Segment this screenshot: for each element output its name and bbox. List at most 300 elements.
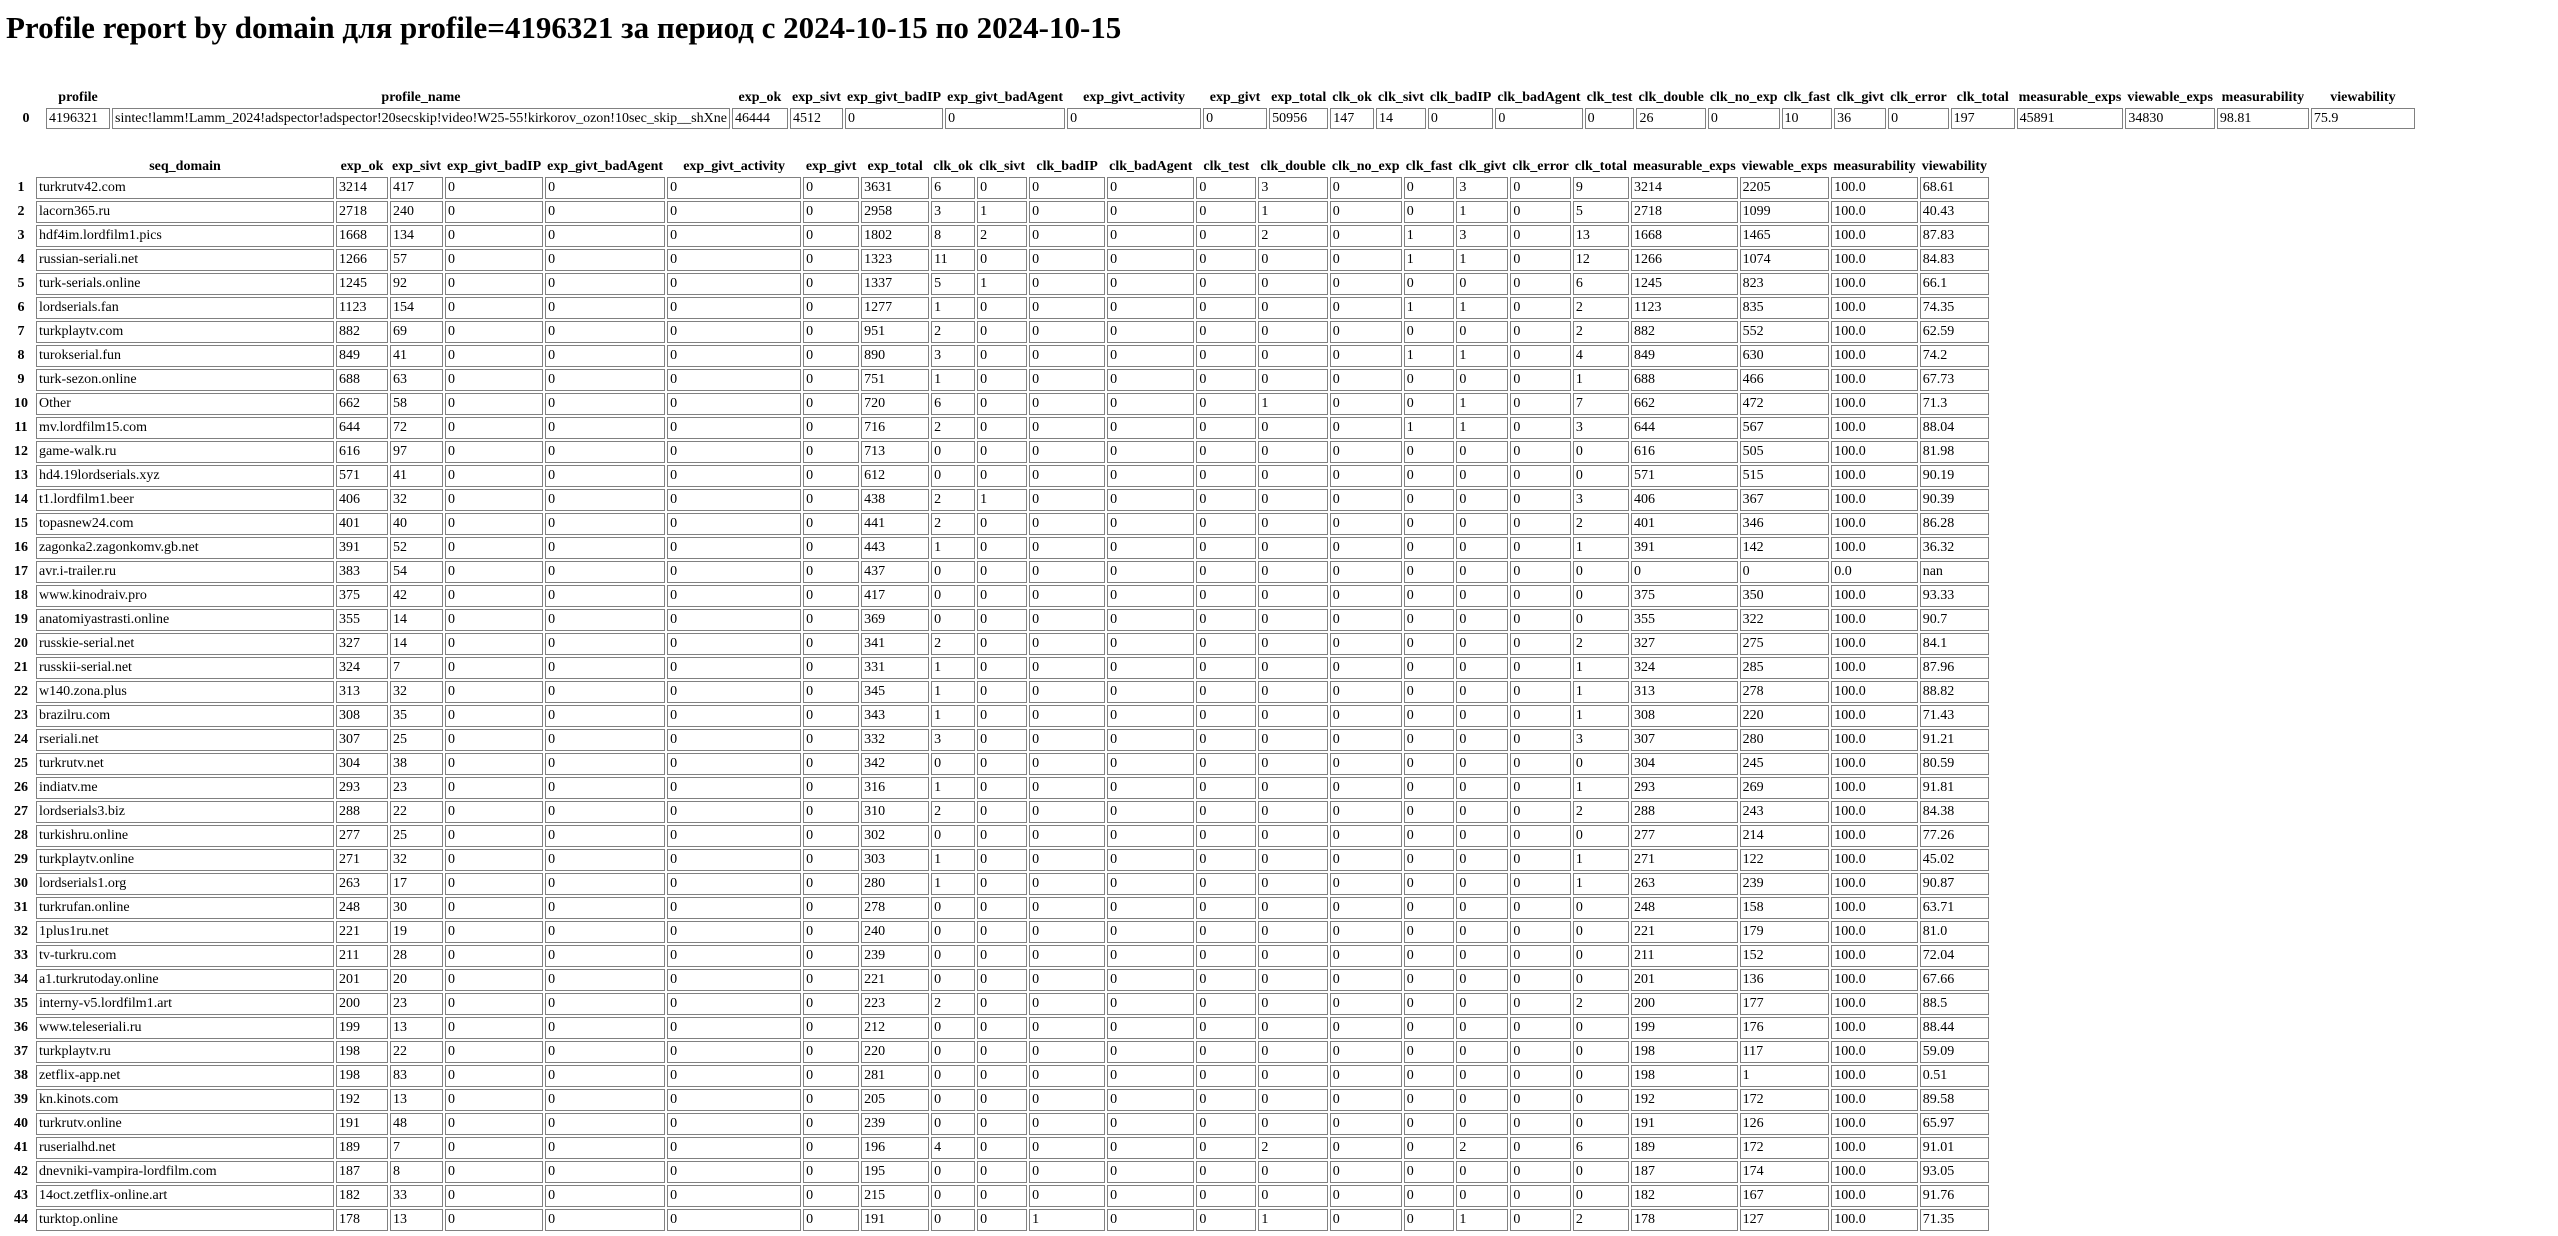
cell-clk-total: 5 [1573,201,1629,223]
cell-clk-test: 0 [1196,201,1256,223]
cell-clk-badip: 0 [1029,657,1105,679]
cell-seq-domain: anatomiyastrasti.online [36,609,334,631]
cell-clk-givt: 0 [1456,897,1508,919]
cell-clk-error: 0 [1510,1065,1571,1087]
cell-clk-ok: 3 [931,201,975,223]
cell-clk-badip: 0 [1029,1089,1105,1111]
cell-exp-sivt: 19 [390,921,443,943]
row-index: 14 [14,492,28,507]
cell-seq-domain: lordserials1.org [36,873,334,895]
cell-clk-badagent: 0 [1107,897,1194,919]
profile-index-header [8,90,44,106]
cell-viewability: 74.35 [1920,297,1989,319]
row-index: 36 [14,1020,28,1035]
cell-exp-givt-activity: 0 [667,1065,801,1087]
cell-exp-total: 280 [861,873,929,895]
cell-clk-ok: 2 [931,489,975,511]
cell-clk-error: 0 [1510,705,1571,727]
cell-viewability: 75.9 [2311,108,2415,129]
cell-exp-givt-badip: 0 [445,801,543,823]
cell-measurable-exps: 1123 [1631,297,1738,319]
cell-measurable-exps: 1266 [1631,249,1738,271]
cell-clk-error: 0 [1510,465,1571,487]
cell-clk-test: 0 [1196,1113,1256,1135]
cell-seq-domain: turk-serials.online [36,273,334,295]
cell-clk-fast: 0 [1404,1185,1455,1207]
profile-header-viewable-exps: viewable_exps [2127,90,2213,105]
cell-clk-givt: 3 [1456,225,1508,247]
cell-measurability: 100.0 [1831,1209,1917,1231]
cell-clk-ok: 1 [931,873,975,895]
cell-clk-test: 0 [1196,1137,1256,1159]
cell-clk-fast: 1 [1404,297,1455,319]
cell-measurable-exps: 313 [1631,681,1738,703]
cell-exp-givt: 0 [803,609,859,631]
cell-measurable-exps: 187 [1631,1161,1738,1183]
cell-clk-givt: 1 [1456,201,1508,223]
cell-clk-badagent: 0 [1107,249,1194,271]
cell-measurability: 100.0 [1831,441,1917,463]
cell-clk-total: 2 [1573,801,1629,823]
cell-clk-sivt: 0 [977,441,1027,463]
cell-viewable-exps: 350 [1740,585,1830,607]
cell-clk-fast: 0 [1404,489,1455,511]
cell-exp-givt-badip: 0 [445,969,543,991]
cell-measurable-exps: 401 [1631,513,1738,535]
cell-clk-error: 0 [1510,1113,1571,1135]
cell-exp-ok: 355 [336,609,388,631]
cell-exp-ok: 327 [336,633,388,655]
cell-clk-badip: 0 [1029,297,1105,319]
cell-exp-sivt: 54 [390,561,443,583]
cell-exp-givt-activity: 0 [667,657,801,679]
cell-clk-fast: 0 [1404,825,1455,847]
cell-exp-givt-badip: 0 [445,201,543,223]
cell-clk-ok: 1 [931,297,975,319]
cell-exp-givt-activity: 0 [1067,108,1201,129]
cell-exp-total: 441 [861,513,929,535]
cell-clk-total: 7 [1573,393,1629,415]
cell-exp-givt-activity: 0 [667,873,801,895]
cell-clk-double: 0 [1258,993,1327,1015]
cell-clk-badagent: 0 [1495,108,1582,129]
cell-clk-no-exp: 0 [1330,417,1402,439]
cell-clk-badip: 0 [1029,513,1105,535]
cell-seq-domain: topasnew24.com [36,513,334,535]
cell-measurability: 100.0 [1831,1161,1917,1183]
cell-clk-double: 1 [1258,393,1327,415]
cell-viewable-exps: 515 [1740,465,1830,487]
cell-clk-total: 0 [1573,1017,1629,1039]
cell-clk-no-exp: 0 [1330,465,1402,487]
cell-exp-total: 951 [861,321,929,343]
cell-clk-total: 0 [1573,561,1629,583]
cell-clk-error: 0 [1510,273,1571,295]
cell-viewable-exps: 0 [1740,561,1830,583]
cell-clk-error: 0 [1510,585,1571,607]
cell-seq-domain: kn.kinots.com [36,1089,334,1111]
cell-exp-givt-activity: 0 [667,417,801,439]
cell-exp-givt: 0 [803,273,859,295]
cell-clk-ok: 2 [931,633,975,655]
cell-exp-sivt: 25 [390,825,443,847]
cell-clk-error: 0 [1510,417,1571,439]
table-row [8,1017,1989,1039]
cell-measurable-exps: 327 [1631,633,1738,655]
cell-exp-ok: 200 [336,993,388,1015]
cell-clk-error: 0 [1510,849,1571,871]
row-index: 19 [14,612,28,627]
cell-clk-badagent: 0 [1107,873,1194,895]
cell-clk-ok: 3 [931,729,975,751]
cell-exp-total: 215 [861,1185,929,1207]
cell-exp-total: 278 [861,897,929,919]
cell-clk-ok: 0 [931,825,975,847]
cell-clk-total: 6 [1573,1137,1629,1159]
cell-clk-badagent: 0 [1107,1089,1194,1111]
profile-header-exp-givt-badip: exp_givt_badIP [846,90,942,105]
cell-clk-givt: 1 [1456,417,1508,439]
row-index: 21 [14,660,28,675]
cell-exp-ok: 293 [336,777,388,799]
cell-clk-error: 0 [1510,1209,1571,1231]
cell-exp-total: 50956 [1269,108,1328,129]
cell-clk-total: 2 [1573,513,1629,535]
domain-table-container [6,157,1991,1233]
cell-viewability: nan [1920,561,1989,583]
cell-exp-givt-badip: 0 [445,441,543,463]
cell-clk-test: 0 [1196,513,1256,535]
profile-header-profile-name: profile_name [381,90,461,105]
cell-measurable-exps: 178 [1631,1209,1738,1231]
cell-exp-givt-badagent: 0 [545,1017,665,1039]
cell-exp-ok: 46444 [732,108,788,129]
cell-exp-sivt: 72 [390,417,443,439]
cell-exp-ok: 2718 [336,201,388,223]
cell-viewability: 91.21 [1920,729,1989,751]
cell-measurability: 100.0 [1831,1065,1917,1087]
cell-clk-test: 0 [1196,705,1256,727]
cell-clk-badagent: 0 [1107,441,1194,463]
domain-header-clk-fast: clk_fast [1405,159,1453,174]
cell-seq-domain: russian-seriali.net [36,249,334,271]
row-index: 13 [14,468,28,483]
cell-measurability: 100.0 [1831,681,1917,703]
cell-viewable-exps: 239 [1740,873,1830,895]
cell-seq-domain: dnevniki-vampira-lordfilm.com [36,1161,334,1183]
cell-clk-test: 0 [1196,249,1256,271]
cell-exp-givt-activity: 0 [667,1089,801,1111]
cell-clk-badagent: 0 [1107,753,1194,775]
cell-exp-givt-badip: 0 [445,921,543,943]
cell-clk-badip: 0 [1029,345,1105,367]
cell-clk-badagent: 0 [1107,1017,1194,1039]
cell-clk-sivt: 14 [1376,108,1426,129]
cell-exp-givt-badip: 0 [445,1065,543,1087]
cell-clk-badip: 0 [1029,1161,1105,1183]
cell-seq-domain: avr.i-trailer.ru [36,561,334,583]
cell-exp-ok: 192 [336,1089,388,1111]
cell-clk-ok: 0 [931,465,975,487]
cell-clk-double: 0 [1258,801,1327,823]
cell-clk-double: 0 [1258,1065,1327,1087]
cell-clk-fast: 1 [1404,249,1455,271]
cell-exp-ok: 304 [336,753,388,775]
domain-header-exp-total: exp_total [867,159,923,174]
cell-clk-total: 1 [1573,873,1629,895]
cell-clk-sivt: 1 [977,273,1027,295]
cell-exp-givt: 0 [803,657,859,679]
cell-exp-sivt: 8 [390,1161,443,1183]
cell-clk-test: 0 [1196,801,1256,823]
cell-clk-double: 0 [1258,273,1327,295]
cell-clk-badip: 0 [1029,969,1105,991]
cell-exp-sivt: 58 [390,393,443,415]
cell-clk-badagent: 0 [1107,1185,1194,1207]
cell-viewability: 89.58 [1920,1089,1989,1111]
cell-clk-no-exp: 0 [1330,825,1402,847]
cell-exp-givt: 0 [803,705,859,727]
row-index: 3 [17,228,25,243]
cell-clk-badagent: 0 [1107,1041,1194,1063]
cell-exp-givt-badagent: 0 [545,273,665,295]
cell-clk-error: 0 [1888,108,1949,129]
cell-clk-total: 2 [1573,321,1629,343]
cell-viewability: 77.26 [1920,825,1989,847]
cell-clk-badagent: 0 [1107,993,1194,1015]
cell-clk-ok: 0 [931,969,975,991]
cell-exp-givt-badip: 0 [445,585,543,607]
table-row [8,108,2415,129]
table-row [8,633,1989,655]
cell-seq-domain: brazilru.com [36,705,334,727]
cell-clk-sivt: 0 [977,465,1027,487]
cell-measurable-exps: 221 [1631,921,1738,943]
cell-clk-error: 0 [1510,1185,1571,1207]
cell-exp-total: 205 [861,1089,929,1111]
row-index: 6 [17,300,25,315]
cell-clk-test: 0 [1196,369,1256,391]
cell-clk-no-exp: 0 [1330,249,1402,271]
cell-exp-givt-badagent: 0 [545,1209,665,1231]
cell-exp-givt-badip: 0 [445,609,543,631]
row-index: 39 [14,1092,28,1107]
cell-clk-total: 0 [1573,945,1629,967]
cell-clk-givt: 0 [1456,369,1508,391]
cell-exp-sivt: 17 [390,873,443,895]
cell-clk-double: 2 [1258,225,1327,247]
cell-exp-givt-activity: 0 [667,321,801,343]
cell-exp-givt-activity: 0 [667,1161,801,1183]
cell-clk-test: 0 [1196,777,1256,799]
cell-clk-sivt: 0 [977,513,1027,535]
cell-clk-badagent: 0 [1107,1209,1194,1231]
cell-profile: 4196321 [46,108,110,129]
cell-clk-sivt: 0 [977,633,1027,655]
domain-header-viewability: viewability [1921,159,1988,174]
cell-clk-test: 0 [1196,1089,1256,1111]
cell-clk-fast: 0 [1404,777,1455,799]
cell-clk-no-exp: 0 [1330,681,1402,703]
cell-exp-givt: 0 [803,945,859,967]
cell-exp-total: 417 [861,585,929,607]
cell-clk-givt: 0 [1456,585,1508,607]
cell-exp-givt: 0 [803,417,859,439]
cell-measurable-exps: 2718 [1631,201,1738,223]
cell-exp-sivt: 417 [390,177,443,199]
domain-header-exp-givt-badip: exp_givt_badIP [447,159,542,174]
cell-clk-badip: 0 [1029,201,1105,223]
cell-exp-sivt: 33 [390,1185,443,1207]
cell-exp-ok: 324 [336,657,388,679]
domain-header-clk-error: clk_error [1512,159,1569,174]
cell-measurable-exps: 571 [1631,465,1738,487]
profile-header-measurability: measurability [2221,90,2305,105]
cell-viewability: 88.44 [1920,1017,1989,1039]
cell-clk-badagent: 0 [1107,1161,1194,1183]
domain-header-clk-givt: clk_givt [1458,159,1507,174]
cell-exp-givt-activity: 0 [667,681,801,703]
cell-exp-givt-badagent: 0 [545,441,665,463]
domain-header-exp-givt-badagent: exp_givt_badAgent [547,159,664,174]
cell-measurability: 100.0 [1831,585,1917,607]
profile-header-clk-error: clk_error [1890,90,1947,105]
cell-viewability: 84.83 [1920,249,1989,271]
cell-measurability: 100.0 [1831,393,1917,415]
cell-clk-badip: 0 [1029,537,1105,559]
cell-clk-total: 2 [1573,993,1629,1015]
cell-clk-fast: 0 [1404,561,1455,583]
cell-measurable-exps: 211 [1631,945,1738,967]
page-title: Profile report by domain для profile=4196321 за период с 2024-10-15 по 2024-10-15 [6,10,1122,45]
cell-clk-badagent: 0 [1107,225,1194,247]
cell-clk-error: 0 [1510,393,1571,415]
cell-exp-sivt: 13 [390,1209,443,1231]
row-index: 27 [14,804,28,819]
row-index: 41 [14,1140,28,1155]
cell-clk-badagent: 0 [1107,705,1194,727]
cell-measurability: 100.0 [1831,873,1917,895]
cell-measurable-exps: 307 [1631,729,1738,751]
cell-clk-error: 0 [1510,993,1571,1015]
table-row [8,465,1989,487]
cell-exp-ok: 849 [336,345,388,367]
cell-exp-total: 713 [861,441,929,463]
cell-measurability: 100.0 [1831,969,1917,991]
cell-exp-givt-badip: 0 [445,825,543,847]
cell-exp-ok: 3214 [336,177,388,199]
cell-exp-givt-badagent: 0 [545,1041,665,1063]
cell-clk-double: 0 [1258,441,1327,463]
cell-clk-sivt: 0 [977,945,1027,967]
cell-exp-givt-badip: 0 [445,393,543,415]
cell-clk-sivt: 0 [977,681,1027,703]
cell-exp-givt-badip: 0 [445,897,543,919]
cell-viewability: 90.39 [1920,489,1989,511]
cell-viewability: 90.19 [1920,465,1989,487]
cell-exp-givt-activity: 0 [667,609,801,631]
cell-exp-ok: 271 [336,849,388,871]
table-row [8,921,1989,943]
cell-clk-givt: 0 [1456,705,1508,727]
table-row [8,297,1989,319]
cell-seq-domain: lordserials.fan [36,297,334,319]
cell-clk-sivt: 0 [977,609,1027,631]
cell-measurable-exps: 849 [1631,345,1738,367]
cell-exp-sivt: 22 [390,801,443,823]
cell-viewability: 87.83 [1920,225,1989,247]
cell-clk-ok: 0 [931,1209,975,1231]
cell-clk-givt: 0 [1456,321,1508,343]
cell-clk-error: 0 [1510,633,1571,655]
cell-clk-ok: 0 [931,1089,975,1111]
cell-exp-givt-activity: 0 [667,561,801,583]
cell-clk-fast: 0 [1404,849,1455,871]
cell-exp-ok: 307 [336,729,388,751]
cell-clk-ok: 0 [931,1185,975,1207]
cell-viewable-exps: 214 [1740,825,1830,847]
cell-exp-givt: 0 [1203,108,1267,129]
cell-exp-givt-activity: 0 [667,753,801,775]
cell-clk-ok: 2 [931,993,975,1015]
cell-viewability: 91.01 [1920,1137,1989,1159]
cell-clk-fast: 0 [1404,1137,1455,1159]
table-row [8,1041,1989,1063]
cell-viewable-exps: 177 [1740,993,1830,1015]
cell-exp-sivt: 92 [390,273,443,295]
cell-clk-givt: 0 [1456,777,1508,799]
cell-exp-givt: 0 [803,177,859,199]
cell-clk-sivt: 0 [977,417,1027,439]
cell-clk-badagent: 0 [1107,681,1194,703]
cell-exp-ok: 644 [336,417,388,439]
cell-clk-badip: 0 [1029,897,1105,919]
cell-exp-givt-badagent: 0 [545,1137,665,1159]
cell-exp-ok: 1245 [336,273,388,295]
cell-clk-test: 0 [1196,225,1256,247]
cell-viewability: 71.35 [1920,1209,1989,1231]
cell-viewable-exps: 322 [1740,609,1830,631]
cell-measurable-exps: 191 [1631,1113,1738,1135]
cell-exp-total: 195 [861,1161,929,1183]
cell-clk-sivt: 0 [977,921,1027,943]
cell-exp-sivt: 13 [390,1017,443,1039]
cell-clk-test: 0 [1585,108,1635,129]
cell-measurability: 100.0 [1831,849,1917,871]
cell-exp-givt-badagent: 0 [545,609,665,631]
cell-viewability: 88.04 [1920,417,1989,439]
cell-exp-givt-badip: 0 [445,633,543,655]
cell-viewability: 45.02 [1920,849,1989,871]
cell-clk-sivt: 0 [977,969,1027,991]
cell-exp-total: 331 [861,657,929,679]
cell-clk-total: 1 [1573,849,1629,871]
cell-measurable-exps: 355 [1631,609,1738,631]
cell-clk-badip: 0 [1029,825,1105,847]
profile-header-viewability: viewability [2330,90,2396,105]
cell-viewability: 65.97 [1920,1113,1989,1135]
table-row [8,417,1989,439]
cell-clk-givt: 3 [1456,177,1508,199]
cell-clk-double: 0 [1258,729,1327,751]
domain-header-clk-badagent: clk_badAgent [1109,159,1193,174]
cell-exp-givt-badagent: 0 [545,657,665,679]
row-index: 30 [14,876,28,891]
cell-measurability: 100.0 [1831,1137,1917,1159]
cell-exp-sivt: 20 [390,969,443,991]
cell-clk-badagent: 0 [1107,393,1194,415]
cell-clk-sivt: 0 [977,297,1027,319]
